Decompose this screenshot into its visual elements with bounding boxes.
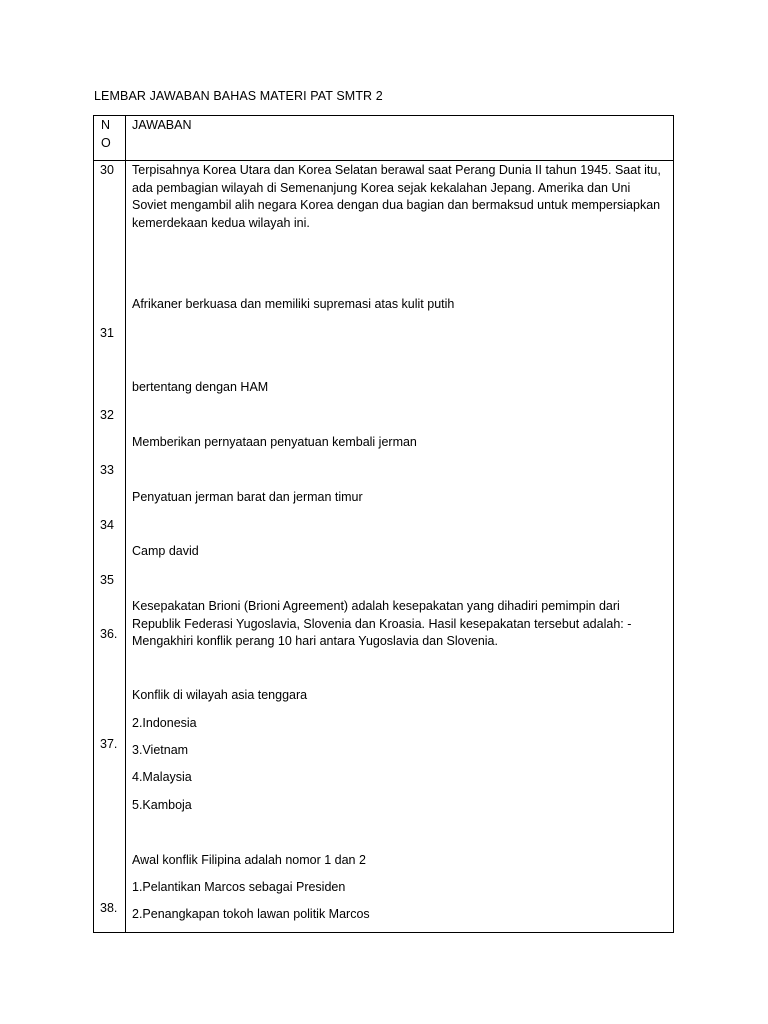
- row-number: 38.: [100, 901, 118, 915]
- row-answer: Kesepakatan Brioni (Brioni Agreement) adalah kesepakatan yang dihadiri pemimpin dari Republik Federasi Yugoslavia, Slovenia dan Kroasia. Hasil kesepakatan tersebut adalah: - Mengakhiri konflik perang 10 hari antara Yugoslavia dan Slovenia.: [132, 599, 632, 648]
- list-item: 1.Pelantikan Marcos sebagai Presiden: [132, 880, 346, 894]
- row-number: 37.: [100, 737, 118, 751]
- row-number: 36.: [100, 627, 118, 641]
- list-item: 5.Kamboja: [132, 798, 192, 812]
- page-title: LEMBAR JAWABAN BAHAS MATERI PAT SMTR 2: [94, 89, 383, 103]
- column-divider: [125, 115, 126, 933]
- header-no-line1: N: [101, 118, 111, 132]
- list-item: 2.Penangkapan tokoh lawan politik Marcos: [132, 907, 370, 921]
- row-number: 31: [100, 326, 114, 340]
- row-number: 34: [100, 518, 114, 532]
- row-answer: Memberikan pernyataan penyatuan kembali jerman: [132, 435, 417, 449]
- row-answer: bertentang dengan HAM: [132, 380, 269, 394]
- list-item: 3.Vietnam: [132, 743, 189, 757]
- list-item: 4.Malaysia: [132, 770, 192, 784]
- row-number: 33: [100, 463, 114, 477]
- header-no-line2: O: [101, 136, 111, 150]
- row-answer: Konflik di wilayah asia tenggara: [132, 688, 308, 702]
- row-number: 35: [100, 573, 114, 587]
- row-answer: Camp david: [132, 544, 199, 558]
- header-answer: JAWABAN: [132, 118, 192, 132]
- row-answer: Penyatuan jerman barat dan jerman timur: [132, 490, 363, 504]
- row-answer: Afrikaner berkuasa dan memiliki supremasi atas kulit putih: [132, 297, 455, 311]
- row-number: 32: [100, 408, 114, 422]
- header-divider: [93, 160, 674, 161]
- row-number: 30: [100, 163, 114, 177]
- row-answer: Awal konflik Filipina adalah nomor 1 dan 2: [132, 853, 366, 867]
- row-answer: Terpisahnya Korea Utara dan Korea Selatan berawal saat Perang Dunia II tahun 1945. Saat itu, ada pembagian wilayah di Semenanjung Korea sejak kekalahan Jepang. Amerika dan Uni Soviet mengambil alih negara Korea dengan dua bagian dan bermaksud untuk mempersiapkan kemerdekaan kedua wilayah ini.: [132, 163, 661, 230]
- list-item: 2.Indonesia: [132, 716, 197, 730]
